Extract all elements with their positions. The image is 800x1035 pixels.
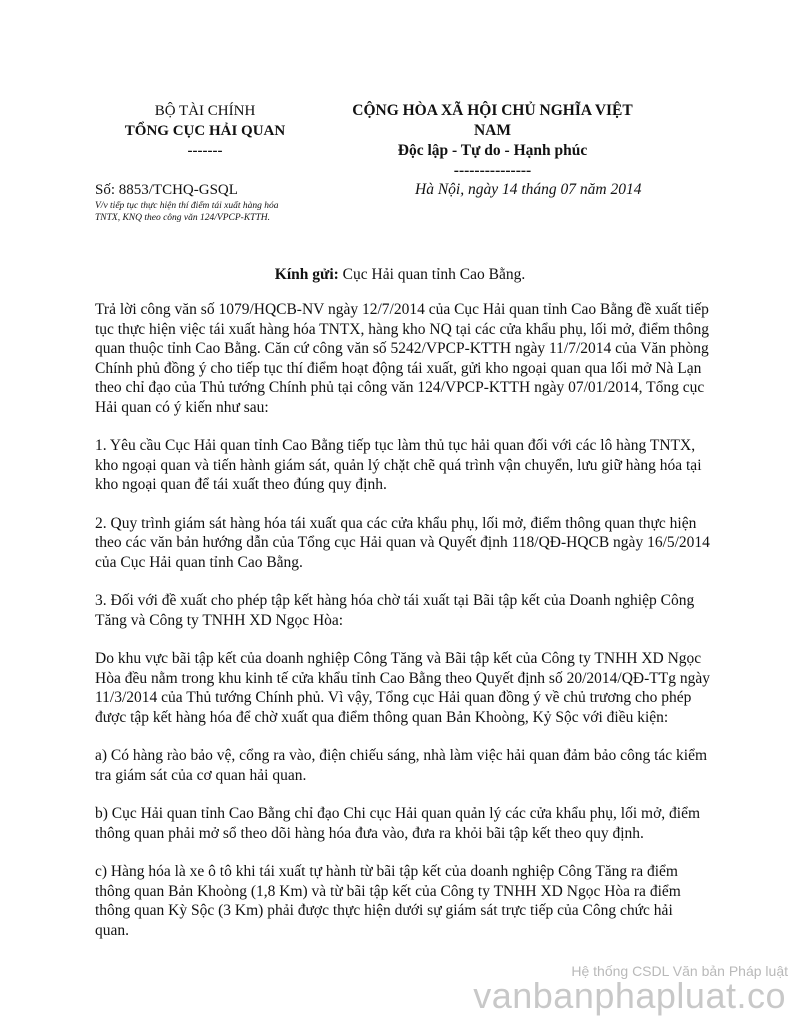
paragraph-condition-b: b) Cục Hải quan tỉnh Cao Bằng chỉ đạo Chi cục Hải quan quản lý các cửa khẩu phụ, lối mở, điểm thông quan phải mở sổ theo dõi hàng hóa đưa vào, đưa ra khỏi bãi tập kết theo quy định.	[95, 805, 701, 842]
paragraph-intro: Trả lời công văn số 1079/HQCB-NV ngày 12/7/2014 của Cục Hải quan tỉnh Cao Bằng đề xuất tiếp tục thực hiện việc tái xuất hàng hóa TNTX, hàng kho NQ tại các cửa khẩu phụ, lối mở, điểm thông quan thuộc tỉnh Cao Bằng. Căn cứ công văn số 5242/VPCP-KTTH ngày 11/7/2014 của Văn phòng Chính phủ đồng ý cho tiếp tục thí điểm hoạt động tái xuất, gửi kho ngoại quan qua lối mở Nà Lạn theo chỉ đạo của Thủ tướng Chính phủ tại công văn 124/VPCP-KTTH ngày 07/01/2014, Tổng cục Hải quan có ý kiến như sau:	[95, 301, 709, 416]
paragraph-item-1: 1. Yêu cầu Cục Hải quan tỉnh Cao Bằng tiếp tục làm thủ tục hải quan đối với các lô hàng TNTX, kho ngoại quan và tiến hành giám sát, quản lý chặt chẽ quá trình vận chuyển, lưu giữ hàng hóa tại kho ngoại quan để tái xuất theo đúng quy định.	[95, 437, 702, 493]
paragraph-condition-a: a) Có hàng rào bảo vệ, cổng ra vào, điện chiếu sáng, nhà làm việc hải quan đảm bảo công tác kiểm tra giám sát của cơ quan hải quan.	[95, 747, 708, 784]
paragraph-condition-c: c) Hàng hóa là xe ô tô khi tái xuất tự hành từ bãi tập kết của doanh nghiệp Công Tăng ra điểm thông quan Bản Khoòng (1,8 Km) và từ bãi tập kết của Công ty TNHH XD Ngọc Hòa ra điểm thông quan Kỳ Sộc (3 Km) phải được thực hiện dưới sự giám sát trực tiếp của Công chức hải quan.	[95, 863, 681, 939]
department-name: TỔNG CỤC HẢI QUAN	[124, 123, 286, 139]
subject-line-2: TNTX, KNQ theo công văn 124/VPCP-KTTH.	[95, 213, 270, 223]
motto-separator: ---------------	[453, 162, 532, 179]
document-date: Hà Nội, ngày 14 tháng 07 năm 2014	[415, 181, 642, 198]
national-header	[335, 101, 650, 181]
document-subject	[95, 200, 335, 224]
paragraph-item-2: 2. Quy trình giám sát hàng hóa tái xuất qua các cửa khẩu phụ, lối mở, điểm thông quan thực hiện theo các văn bản hướng dẫn của Tổng cục Hải quan và Quyết định 118/QĐ-HQCB ngày 16/5/2014 của Cục Hải quan tỉnh Cao Bằng.	[95, 514, 710, 571]
paragraph-item-3: 3. Đối với đề xuất cho phép tập kết hàng hóa chờ tái xuất tại Bãi tập kết của Doanh nghiệp Công Tăng và Công ty TNHH XD Ngọc Hòa:	[95, 592, 695, 629]
document-number: Số: 8853/TCHQ-GSQL	[95, 182, 238, 198]
national-motto: Độc lập - Tự do - Hạnh phúc	[397, 142, 588, 159]
subject-line-1: V/v tiếp tục thực hiện thí điểm tái xuất hàng hóa	[95, 201, 279, 211]
greeting	[0, 265, 800, 285]
ministry-name: BỘ TÀI CHÍNH	[154, 103, 256, 119]
greeting-label: Kính gửi:	[274, 266, 339, 283]
greeting-recipient: Cục Hải quan tỉnh Cao Bằng.	[342, 266, 526, 283]
country-name-line1: CỘNG HÒA XÃ HỘI CHỦ NGHĨA VIỆT	[352, 102, 633, 119]
country-name-line2: NAM	[473, 122, 512, 139]
issuer-block	[100, 101, 310, 161]
watermark-site: vanbanphapluat.co	[473, 975, 786, 1016]
watermark-caption: Hệ thống CSDL Văn bản Pháp luật	[571, 963, 788, 979]
paragraph-item-3-detail: Do khu vực bãi tập kết của doanh nghiệp Công Tăng và Bãi tập kết của Công ty TNHH XD Ngọc Hòa đều nằm trong khu kinh tế cửa khẩu tỉnh Cao Bằng theo Quyết định số 20/2014/QĐ-TTg ngày 11/3/2014 của Thủ tướng Chính phủ. Vì vậy, Tổng cục Hải quan đồng ý về chủ trương cho phép được tập kết hàng hóa để chờ xuất qua điểm thông quan Bản Khoòng, Kỷ Sộc với điều kiện:	[95, 650, 710, 726]
issuer-separator: -------	[187, 143, 223, 159]
document-body	[95, 300, 710, 959]
